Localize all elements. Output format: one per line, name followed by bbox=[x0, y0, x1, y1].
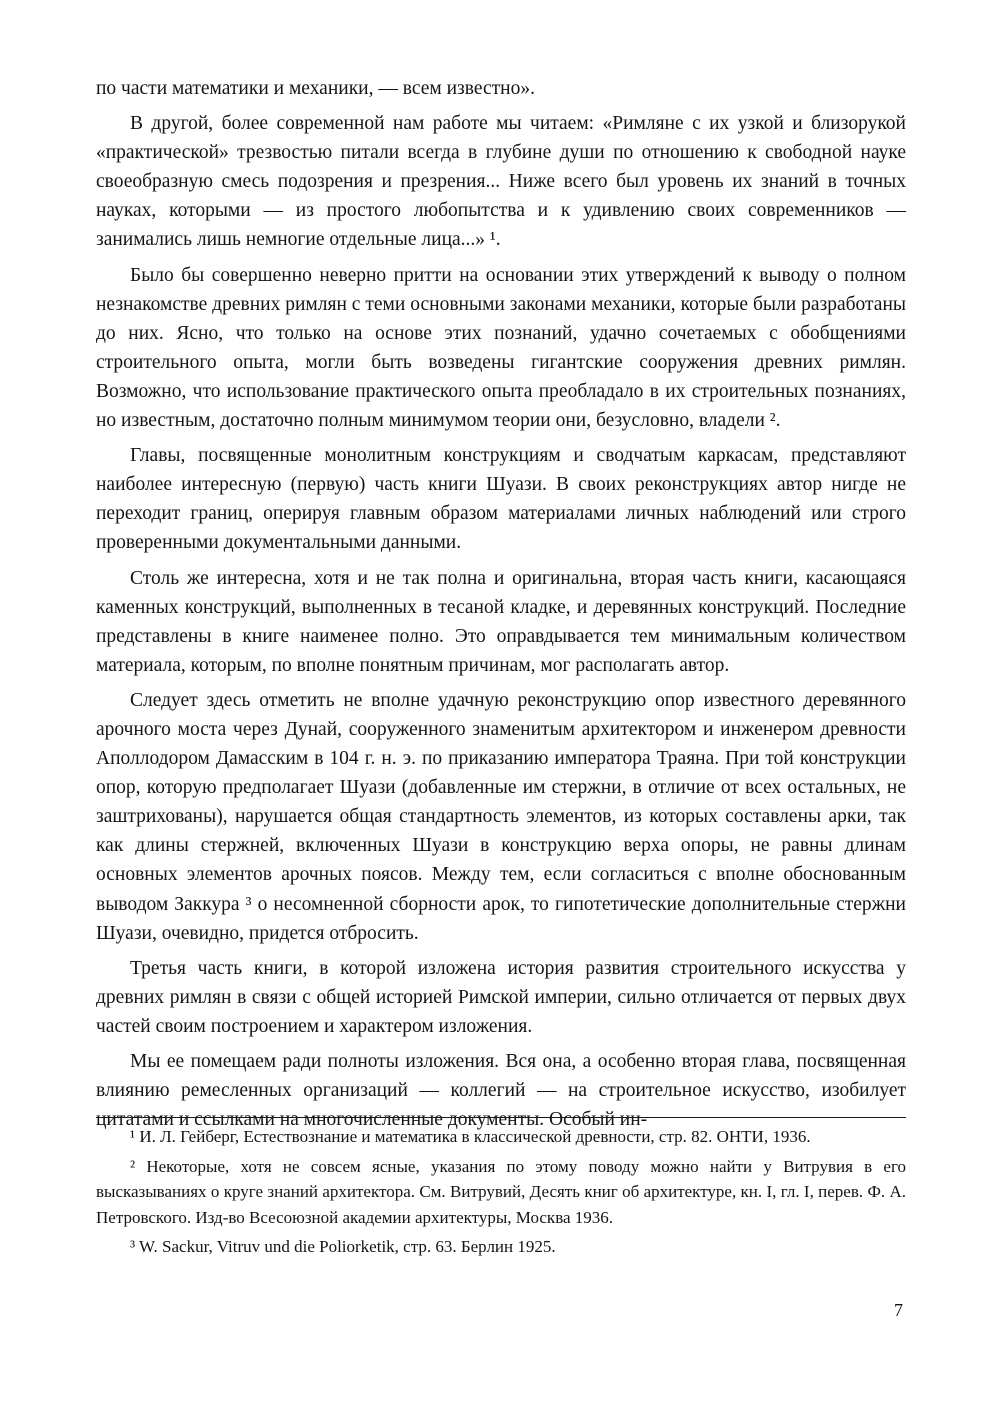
footnote-1: ¹ И. Л. Гейберг, Естествознание и математика в классической древности, стр. 82. ОНТИ, 1936. bbox=[130, 1127, 811, 1146]
paragraph-2: В другой, более современной нам работе мы читаем: «Римляне с их узкой и близорукой «практической» трезвостью питали всегда в глубине души по отношению к свободной науке своеобразную смесь подозрения и презрения... Ниже всего был уровень их знаний в точных науках, которыми — из простого любопытства и к удивлению своих современников — занимались лишь немногие отдельные лица...» ¹. bbox=[96, 113, 906, 251]
footnote-3: ³ W. Sackur, Vitruv und die Poliorketik, стр. 63. Берлин 1925. bbox=[130, 1237, 556, 1256]
paragraph-7: Третья часть книги, в которой изложена история развития строительного искусства у древних римлян в связи с общей историей Римской империи, сильно отличается от первых двух частей своим построением и характером изложения. bbox=[96, 957, 906, 1037]
paragraph-1: по части математики и механики, — всем известно». bbox=[96, 78, 535, 99]
paragraph-6: Следует здесь отметить не вполне удачную реконструкцию опор известного деревянного арочного моста через Дунай, сооруженного знаменитым архитектором и инженером древности Аполлодором Дамасским в 104 г. н. э. по приказанию императора Траяна. При той конструкции опор, которую предполагает Шуази (добавленные им стержни, в отличие от всех остальных, не заштрихованы), нарушается общая стандартность элементов, из которых составлены арки, так как длины стержней, включенных Шуази в конструкцию верха опоры, не равны длинам основных элементов арочных поясов. Между тем, если согласиться с вполне обоснованным выводом Заккура ³ о несомненной сборности арок, то гипотетические дополнительные стержни Шуази, очевидно, придется отбросить. bbox=[96, 689, 906, 944]
page-number: 7 bbox=[894, 1300, 903, 1320]
paragraph-8: Мы ее помещаем ради полноты изложения. Вся она, а особенно вторая глава, посвященная влиянию ремесленных организаций — коллегий — на строительное искусство, изобилует цитатами и ссылками на многочисленные документы. Особый ин- bbox=[96, 1051, 906, 1131]
paragraph-4: Главы, посвященные монолитным конструкциям и сводчатым каркасам, представляют наиболее интересную (первую) часть книги Шуази. В своих реконструкциях автор нигде не переходит границ, оперируя главным образом материалами личных наблюдений или строго проверенными документальными данными. bbox=[96, 445, 906, 554]
paragraph-3: Было бы совершенно неверно притти на основании этих утверждений к выводу о полном незнакомстве древних римлян с теми основными законами механики, которые были разработаны до них. Ясно, что только на основе этих познаний, удачно сочетаемых с обобщениями строительного опыта, могли быть возведены гигантские сооружения древних римлян. Возможно, что использование практического опыта преобладало в их строительных познаниях, но известным, достаточно полным минимумом теории они, безусловно, владели ². bbox=[96, 264, 906, 432]
footnote-divider bbox=[96, 1117, 906, 1118]
paragraph-5: Столь же интересна, хотя и не так полна и оригинальна, вторая часть книги, касающаяся каменных конструкций, выполненных в тесаной кладке, и деревянных конструкций. Последние представлены в книге наименее полно. Это оправдывается тем минимальным количеством материала, которым, по вполне понятным причинам, мог располагать автор. bbox=[96, 567, 906, 676]
footnote-2: ² Некоторые, хотя не совсем ясные, указания по этому поводу можно найти у Витрувия в его высказываниях о круге знаний архитектора. См. Витрувий, Десять книг об архитектуре, кн. I, гл. I, перев. Ф. А. Петровского. Изд-во Всесоюзной академии архитектуры, Москва 1936. bbox=[96, 1156, 906, 1227]
footnotes bbox=[96, 1124, 906, 1264]
main-text bbox=[96, 74, 906, 1140]
